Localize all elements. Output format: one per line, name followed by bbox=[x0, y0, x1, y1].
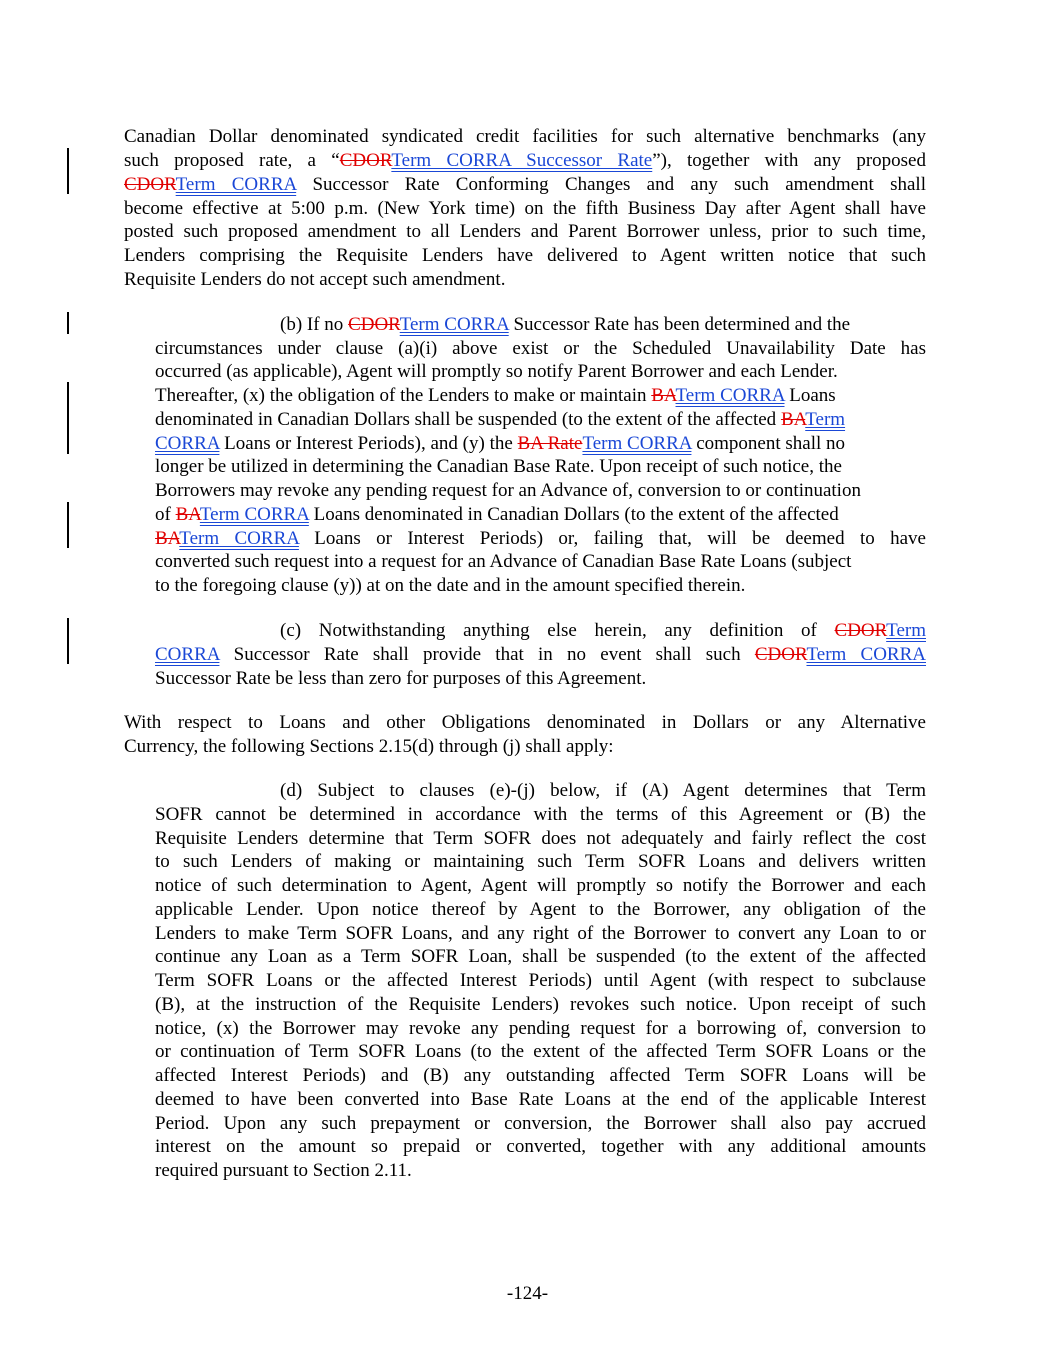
line-text: Borrowers may revoke any pending request for an Advance of, conversion to or continuation bbox=[155, 480, 861, 501]
text-line bbox=[155, 803, 926, 827]
text-line bbox=[124, 735, 926, 759]
inserted-text: Term CORRA bbox=[179, 528, 299, 549]
text-line bbox=[155, 1088, 926, 1112]
text-line bbox=[155, 479, 861, 503]
line-text: applicable Lender. Upon notice thereof by Agent to the Borrower, any obligation of the bbox=[155, 899, 926, 920]
line-text: to the foregoing clause (y)) at on the date and in the amount specified therein. bbox=[155, 575, 746, 596]
text-line bbox=[155, 455, 842, 479]
inserted-text: Term bbox=[886, 620, 926, 641]
text-line bbox=[155, 945, 926, 969]
text-line bbox=[155, 898, 926, 922]
inserted-text: CORRA bbox=[155, 644, 220, 665]
text-line bbox=[124, 220, 926, 244]
text-line bbox=[124, 149, 926, 173]
line-text: to such Lenders of making or maintaining such Term SOFR Loans and delivers written bbox=[155, 851, 926, 872]
line-text: occurred (as applicable), Agent will promptly so notify Parent Borrower and each Lender. bbox=[155, 361, 838, 382]
text-line bbox=[155, 969, 926, 993]
text-line bbox=[155, 993, 926, 1017]
change-bar bbox=[67, 382, 69, 454]
text-line bbox=[155, 874, 926, 898]
text-line bbox=[155, 384, 836, 408]
line-text: (b) If no bbox=[280, 314, 349, 335]
line-text: Successor Rate be less than zero for purposes of this Agreement. bbox=[155, 668, 647, 689]
clause-d-heading bbox=[280, 779, 926, 803]
line-text: Lenders comprising the Requisite Lenders have delivered to Agent written notice that such bbox=[124, 245, 926, 266]
line-text: continue any Loan as a Term SOFR Loan, shall be suspended (to the extent of the affected bbox=[155, 946, 926, 967]
line-text: Thereafter, (x) the obligation of the Lenders to make or maintain bbox=[155, 385, 652, 406]
inserted-text: Term CORRA bbox=[675, 385, 785, 406]
text-line bbox=[155, 1017, 926, 1041]
line-text: notice, (x) the Borrower may revoke any pending request for a borrowing of, conversion to bbox=[155, 1018, 926, 1039]
text-line bbox=[155, 850, 926, 874]
line-text: Lenders to make Term SOFR Loans, and any right of the Borrower to convert any Loan to or bbox=[155, 923, 926, 944]
change-bar bbox=[67, 312, 69, 334]
line-text: deemed to have been converted into Base Rate Loans at the end of the applicable Interest bbox=[155, 1089, 926, 1110]
line-text: circumstances under clause (a)(i) above exist or the Scheduled Unavailability Date has bbox=[155, 338, 926, 359]
line-text: component shall no bbox=[691, 433, 845, 454]
change-bar bbox=[67, 148, 69, 194]
change-bar bbox=[67, 618, 69, 664]
deleted-text: CDOR bbox=[754, 644, 807, 665]
text-line bbox=[155, 1159, 412, 1183]
deleted-text: BA Rate bbox=[517, 433, 583, 454]
line-text: posted such proposed amendment to all Lenders and Parent Borrower unless, prior to such time, bbox=[124, 221, 926, 242]
text-line bbox=[155, 408, 845, 432]
text-line bbox=[124, 197, 926, 221]
text-line bbox=[124, 173, 926, 197]
text-line bbox=[155, 550, 851, 574]
line-text: Currency, the following Sections 2.15(d) through (j) shall apply: bbox=[124, 736, 614, 757]
inserted-text: Term bbox=[805, 409, 846, 430]
line-text: of bbox=[155, 504, 176, 525]
line-text: interest on the amount so prepaid or converted, together with any additional amounts bbox=[155, 1136, 926, 1157]
line-text: Loans denominated in Canadian Dollars (to the extent of the affected bbox=[308, 504, 839, 525]
text-line bbox=[155, 574, 745, 598]
line-text: longer be utilized in determining the Canadian Base Rate. Upon receipt of such notice, the bbox=[155, 456, 842, 477]
inserted-text: Term CORRA bbox=[582, 433, 692, 454]
deleted-text: CDOR bbox=[348, 314, 400, 335]
page-number: -124- bbox=[506, 1283, 549, 1304]
text-line bbox=[155, 1112, 926, 1136]
clause-b-heading bbox=[280, 313, 850, 337]
line-text: With respect to Loans and other Obligations denominated in Dollars or any Alternative bbox=[124, 712, 926, 733]
line-text: Successor Rate Conforming Changes and any such amendment shall bbox=[296, 174, 926, 195]
deleted-text: BA bbox=[175, 504, 200, 525]
deleted-text: CDOR bbox=[124, 174, 176, 195]
text-line bbox=[155, 667, 646, 691]
line-text: denominated in Canadian Dollars shall be suspended (to the extent of the affected bbox=[155, 409, 781, 430]
text-line bbox=[124, 268, 926, 292]
text-line bbox=[155, 360, 838, 384]
line-text: Loans or Interest Periods), and (y) the bbox=[219, 433, 518, 454]
deleted-text: BA bbox=[780, 409, 806, 430]
text-line bbox=[155, 1135, 926, 1159]
text-line bbox=[124, 244, 926, 268]
text-line bbox=[124, 711, 926, 735]
line-text: ”), together with any proposed bbox=[652, 150, 926, 171]
line-text: Loans or Interest Periods) or, failing that, will be deemed to have bbox=[298, 528, 926, 549]
line-text: become effective at 5:00 p.m. (New York time) on the fifth Business Day after Agent shall have bbox=[124, 198, 926, 219]
inserted-text: CORRA bbox=[155, 433, 220, 454]
deleted-text: BA bbox=[651, 385, 676, 406]
line-text: Requisite Lenders do not accept such amendment. bbox=[124, 269, 506, 290]
change-bar bbox=[67, 502, 69, 548]
line-text: Term SOFR Loans or the affected Interest Periods) until Agent (with respect to subclause bbox=[155, 970, 926, 991]
inserted-text: Term CORRA bbox=[199, 504, 309, 525]
line-text: (c) Notwithstanding anything else herein, any definition of bbox=[280, 620, 835, 641]
inserted-text: Term CORRA bbox=[175, 174, 297, 195]
line-text: Successor Rate shall provide that in no event shall such bbox=[219, 644, 755, 665]
text-line bbox=[155, 503, 839, 527]
line-text: Period. Upon any such prepayment or conversion, the Borrower shall also pay accrued bbox=[155, 1113, 926, 1134]
text-line bbox=[155, 1064, 926, 1088]
inserted-text: Term CORRA bbox=[399, 314, 509, 335]
deleted-text: CDOR bbox=[339, 150, 392, 171]
line-text: (d) Subject to clauses (e)-(j) below, if (A) Agent determines that Term bbox=[280, 780, 926, 801]
deleted-text: BA bbox=[155, 528, 180, 549]
deleted-text: CDOR bbox=[834, 620, 887, 641]
text-line bbox=[155, 922, 926, 946]
line-text: (B), at the instruction of the Requisite Lenders) revokes such notice. Upon receipt of such bbox=[155, 994, 926, 1015]
clause-c-heading bbox=[280, 619, 926, 643]
inserted-text: Term CORRA bbox=[806, 644, 926, 665]
text-line bbox=[155, 827, 926, 851]
line-text: required pursuant to Section 2.11. bbox=[155, 1160, 412, 1181]
text-line bbox=[155, 337, 926, 361]
line-text: Requisite Lenders determine that Term SOFR does not adequately and fairly reflect the cost bbox=[155, 828, 926, 849]
text-line bbox=[155, 1040, 926, 1064]
line-text: such proposed rate, a “ bbox=[124, 150, 340, 171]
text-line bbox=[155, 643, 926, 667]
text-line bbox=[155, 527, 926, 551]
text-line bbox=[124, 125, 926, 149]
line-text: notice of such determination to Agent, Agent will promptly so notify the Borrower and each bbox=[155, 875, 926, 896]
line-text: Canadian Dollar denominated syndicated credit facilities for such alternative benchmarks (any bbox=[124, 126, 926, 147]
line-text: SOFR cannot be determined in accordance with the terms of this Agreement or (B) the bbox=[155, 804, 926, 825]
line-text: affected Interest Periods) and (B) any outstanding affected Term SOFR Loans will be bbox=[155, 1065, 926, 1086]
line-text: converted such request into a request for an Advance of Canadian Base Rate Loans (subject bbox=[155, 551, 852, 572]
text-line bbox=[155, 432, 845, 456]
line-text: Loans bbox=[784, 385, 836, 406]
line-text: or continuation of Term SOFR Loans (to the extent of the affected Term SOFR Loans or the bbox=[155, 1041, 926, 1062]
line-text: Successor Rate has been determined and the bbox=[508, 314, 851, 335]
inserted-text: Term CORRA Successor Rate bbox=[391, 150, 653, 171]
